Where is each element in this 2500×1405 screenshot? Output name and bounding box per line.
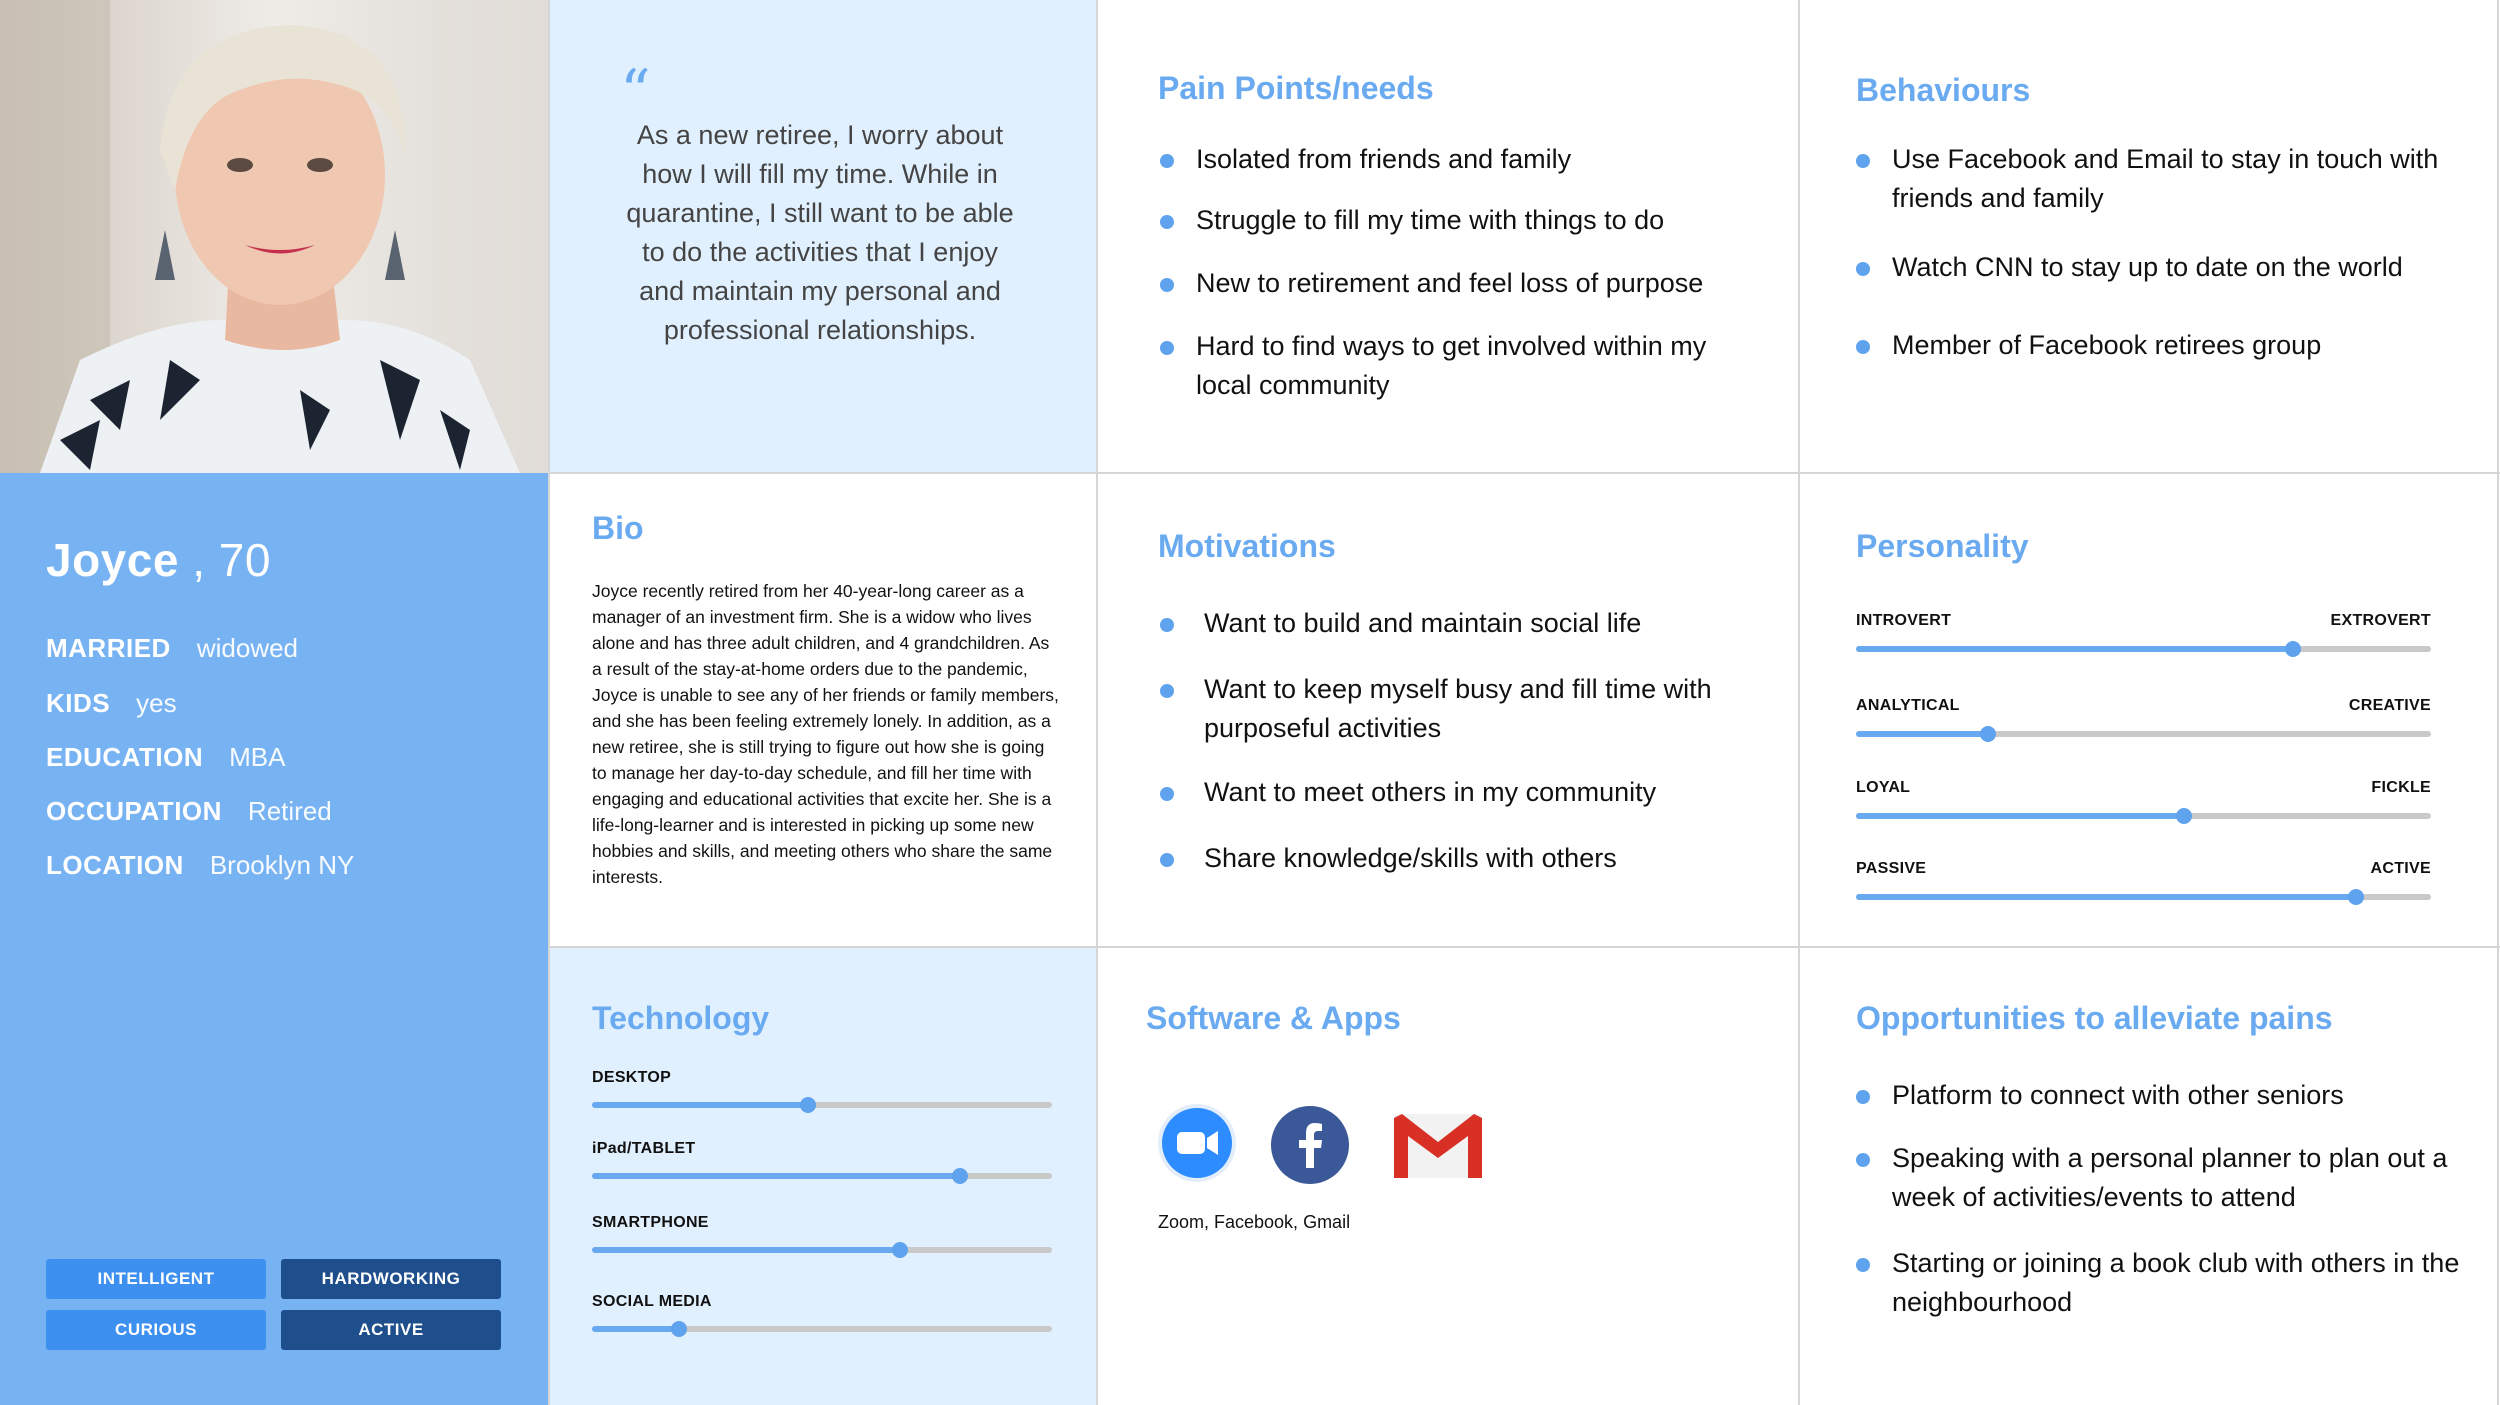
personality-left-label: INTROVERT	[1856, 612, 1952, 629]
list-item: Starting or joining a book club with others in the neighbourhood	[1856, 1244, 2472, 1322]
bio-text: Joyce recently retired from her 40-year-long career as a manager of an investment firm. She is a widow who lives alone and has three adult children, and 4 grandchildren. As a result of the stay-at-home orders due to the pandemic, Joyce is unable to see any of her friends or family members, and she has been feeling extremely lonely. In addition, as a new retiree, she is still trying to figure out how she is going to manage her day-to-day schedule, and fill her time with engaging and educational activities that excite her. She is a life-long-learner and is interested in picking up some new hobbies and skills, and meeting others who share the same interests.	[592, 581, 1059, 887]
technology-slider-track	[592, 1102, 1052, 1108]
divider	[1798, 0, 1800, 1405]
fact-education: EDUCATION MBA	[46, 742, 286, 772]
motivations-list	[1160, 604, 1760, 878]
list-item: Use Facebook and Email to stay in touch with friends and family	[1856, 140, 2452, 218]
persona-name: Joyce , 70	[46, 534, 271, 586]
behaviours-heading: Behaviours	[1856, 72, 2031, 108]
pain-points-heading: Pain Points/needs	[1158, 70, 1434, 106]
technology-slider-knob	[952, 1168, 968, 1184]
persona-quote: As a new retiree, I worry about how I will fill my time. While in quarantine, I still want to be able to do the activities that I enjoy and maintain my personal and professional relationships.	[626, 120, 1014, 345]
list-item: Platform to connect with other seniors	[1856, 1076, 2456, 1115]
personality-right-label: FICKLE	[2371, 779, 2431, 796]
personality-slider-fill	[1856, 731, 1988, 737]
technology-label: DESKTOP	[592, 1069, 672, 1086]
list-item: Share knowledge/skills with others	[1160, 839, 1760, 878]
divider	[548, 0, 550, 1405]
personality-left-label: LOYAL	[1856, 779, 1911, 796]
profile-panel	[0, 473, 548, 1405]
divider	[1096, 0, 1098, 1405]
technology-slider-fill	[592, 1102, 808, 1108]
personality-slider-track	[1856, 731, 2431, 737]
personality-heading: Personality	[1856, 528, 2029, 564]
personality-right-label: CREATIVE	[2348, 697, 2431, 714]
opportunities-heading: Opportunities to alleviate pains	[1856, 1000, 2333, 1036]
tag-curious: CURIOUS	[46, 1310, 266, 1350]
technology-slider-fill	[592, 1326, 679, 1332]
apps-caption: Zoom, Facebook, Gmail	[1158, 1212, 1351, 1232]
fact-occupation: OCCUPATION Retired	[46, 796, 332, 826]
list-item: Struggle to fill my time with things to do	[1160, 201, 1760, 240]
technology-slider-track	[592, 1173, 1052, 1179]
personality-slider-knob	[1980, 726, 1996, 742]
bio-heading: Bio	[592, 510, 644, 546]
list-item: Watch CNN to stay up to date on the world	[1856, 248, 2456, 287]
gmail-icon	[1390, 1110, 1486, 1182]
software-heading: Software & Apps	[1146, 1000, 1401, 1036]
list-item: Want to keep myself busy and fill time with purposeful activities	[1160, 670, 1764, 748]
personality-left-label: PASSIVE	[1856, 860, 1927, 877]
technology-slider-fill	[592, 1247, 900, 1253]
personality-slider-fill	[1856, 894, 2356, 900]
behaviours-list	[1856, 140, 2456, 365]
tag-intelligent: INTELLIGENT	[46, 1259, 266, 1299]
fact-location: LOCATION Brooklyn NY	[46, 850, 355, 880]
technology-slider-track	[592, 1247, 1052, 1253]
personality-left-label: ANALYTICAL	[1856, 697, 1960, 714]
tag-active: ACTIVE	[281, 1310, 501, 1350]
personality-slider-knob	[2176, 808, 2192, 824]
technology-slider-fill	[592, 1173, 960, 1179]
list-item: New to retirement and feel loss of purpose	[1160, 264, 1760, 303]
list-item: Want to build and maintain social life	[1160, 604, 1760, 643]
personality-slider-track	[1856, 813, 2431, 819]
technology-heading: Technology	[592, 1000, 770, 1036]
personality-slider-track	[1856, 894, 2431, 900]
motivations-heading: Motivations	[1158, 528, 1336, 564]
list-item: Want to meet others in my community	[1160, 773, 1760, 812]
personality-slider-knob	[2285, 641, 2301, 657]
pain-points-list	[1160, 140, 1760, 405]
list-item: Member of Facebook retirees group	[1856, 326, 2456, 365]
zoom-icon	[1158, 1104, 1236, 1182]
technology-label: SMARTPHONE	[592, 1214, 709, 1231]
personality-slider-fill	[1856, 646, 2293, 652]
technology-label: SOCIAL MEDIA	[592, 1293, 712, 1310]
technology-slider-track	[592, 1326, 1052, 1332]
divider	[548, 472, 2500, 474]
persona-photo	[0, 0, 548, 473]
personality-slider-knob	[2348, 889, 2364, 905]
fact-married: MARRIED widowed	[46, 633, 299, 663]
personality-slider-fill	[1856, 813, 2184, 819]
fact-kids: KIDS yes	[46, 688, 177, 718]
list-item: Hard to find ways to get involved within my local community	[1160, 327, 1736, 405]
divider	[548, 946, 2500, 948]
quote-mark-icon: “	[620, 57, 651, 127]
persona-age: , 70	[178, 534, 271, 586]
divider	[2497, 0, 2499, 1405]
tag-hardworking: HARDWORKING	[281, 1259, 501, 1299]
personality-slider-track	[1856, 646, 2431, 652]
opportunities-list	[1856, 1076, 2460, 1322]
personality-right-label: EXTROVERT	[2330, 612, 2431, 629]
technology-label: iPad/TABLET	[592, 1140, 696, 1157]
list-item: Speaking with a personal planner to plan out a week of activities/events to attend	[1856, 1139, 2472, 1217]
list-item: Isolated from friends and family	[1160, 140, 1760, 179]
personality-right-label: ACTIVE	[2370, 860, 2431, 877]
facebook-icon	[1271, 1106, 1349, 1184]
